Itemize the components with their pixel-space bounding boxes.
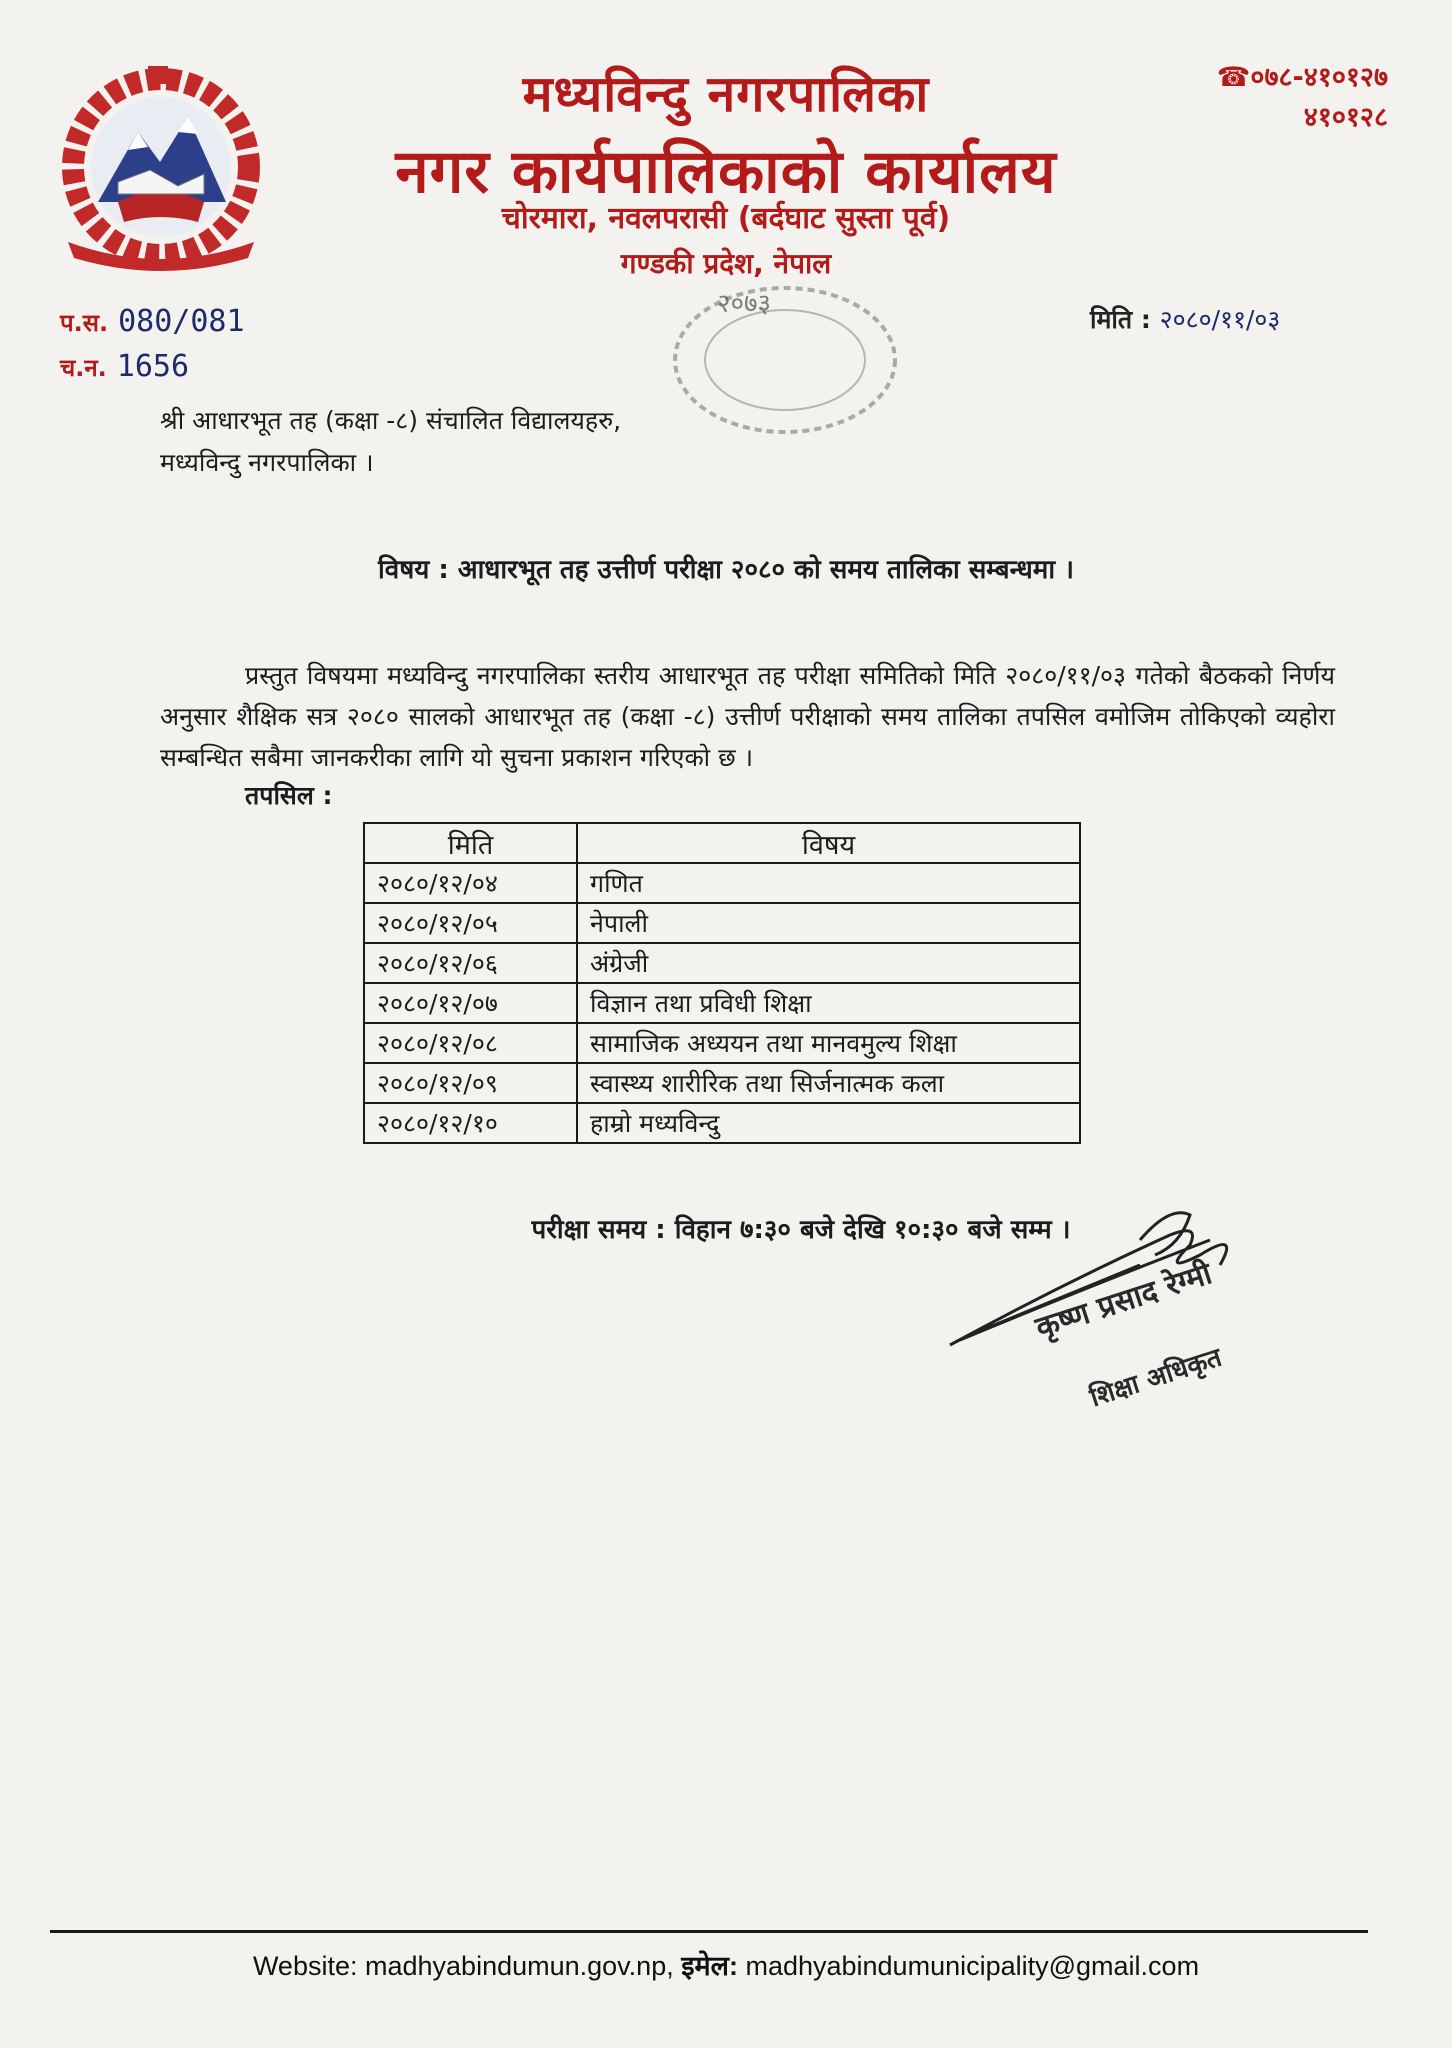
addressee-line-1: श्री आधारभूत तह (कक्षा -८) संचालित विद्यालयहरु, bbox=[160, 406, 622, 435]
cn-label: च.न. bbox=[60, 354, 107, 382]
row-date: २०८०/१२/०७ bbox=[364, 983, 577, 1023]
ps-value: 080/081 bbox=[118, 304, 245, 339]
table-header-row bbox=[364, 823, 1080, 863]
signatory-name: कृष्ण प्रसाद रेग्मी bbox=[1031, 1256, 1217, 1347]
addressee-line-2: मध्यविन्दु नगरपालिका । bbox=[160, 448, 374, 477]
row-subject: विज्ञान तथा प्रविधी शिक्षा bbox=[577, 983, 1080, 1023]
addressee bbox=[160, 400, 621, 484]
letter-date bbox=[1090, 302, 1280, 336]
table-row bbox=[364, 903, 1080, 943]
footer-divider bbox=[50, 1930, 1368, 1933]
row-subject: हाम्रो मध्यविन्दु bbox=[577, 1103, 1080, 1143]
table-row bbox=[364, 1063, 1080, 1103]
stamp-year: २०७३ bbox=[717, 289, 772, 319]
row-date: २०८०/१२/०९ bbox=[364, 1063, 577, 1103]
tapsil-label: तपसिल : bbox=[245, 781, 333, 810]
row-subject: नेपाली bbox=[577, 903, 1080, 943]
email-link[interactable]: madhyabindumunicipality@gmail.com bbox=[745, 1951, 1200, 1981]
province: गण्डकी प्रदेश, नेपाल bbox=[620, 247, 832, 280]
website-link[interactable]: madhyabindumun.gov.np, bbox=[365, 1951, 674, 1981]
phone-numbers bbox=[1148, 58, 1388, 138]
column-header-subject: विषय bbox=[577, 823, 1080, 863]
body-paragraph: प्रस्तुत विषयमा मध्यविन्दु नगरपालिका स्तरीय आधारभूत तह परीक्षा समितिको मिति २०८०/११/०३ गतेको बैठकको निर्णय अनुसार शैक्षिक सत्र २०८० सालको आधारभूत तह (कक्षा -८) उत्तीर्ण परीक्षाको समय तालिका तपसिल वमोजिम तोकिएको व्यहोरा सम्बन्धित सबैमा जानकरीका लागि यो सुचना प्रकाशन गरिएको छ । bbox=[160, 661, 1335, 772]
signatory-title: शिक्षा अधिकृत bbox=[1086, 1342, 1226, 1414]
table-row bbox=[364, 943, 1080, 983]
office-name: नगर कार्यपालिकाको कार्यालय bbox=[395, 137, 1057, 207]
row-subject: गणित bbox=[577, 863, 1080, 903]
table-row bbox=[364, 1103, 1080, 1143]
office-address: चोरमारा, नवलपरासी (बर्दघाट सुस्ता पूर्व) bbox=[501, 201, 951, 236]
date-label: मिति : bbox=[1090, 305, 1151, 334]
row-subject: स्वास्थ्य शारीरिक तथा सिर्जनात्मक कला bbox=[577, 1063, 1080, 1103]
footer bbox=[0, 1946, 1452, 1983]
phone-primary: ☎०७८-४१०१२७ bbox=[1216, 62, 1388, 93]
row-date: २०८०/१२/०८ bbox=[364, 1023, 577, 1063]
cn-value: 1656 bbox=[116, 349, 190, 384]
table-row bbox=[364, 863, 1080, 903]
email-label: इमेल: bbox=[681, 1951, 738, 1981]
municipality-name: मध्यविन्दु नगरपालिका bbox=[522, 65, 930, 123]
exam-time: परीक्षा समय : विहान ७:३० बजे देखि १०:३० बजे सम्म । bbox=[531, 1215, 1071, 1245]
website-label: Website: bbox=[252, 1951, 358, 1981]
row-subject: अंग्रेजी bbox=[577, 943, 1080, 983]
phone-secondary: ४१०१२८ bbox=[1303, 102, 1388, 133]
row-date: २०८०/१२/०६ bbox=[364, 943, 577, 983]
row-date: २०८०/१२/०४ bbox=[364, 863, 577, 903]
row-date: २०८०/१२/१० bbox=[364, 1103, 577, 1143]
subject-line: विषय : आधारभूत तह उत्तीर्ण परीक्षा २०८० को समय तालिका सम्बन्धमा । bbox=[378, 555, 1074, 585]
row-subject: सामाजिक अध्ययन तथा मानवमुल्य शिक्षा bbox=[577, 1023, 1080, 1063]
row-date: २०८०/१२/०५ bbox=[364, 903, 577, 943]
reference-block bbox=[60, 300, 245, 390]
date-value: २०८०/११/०३ bbox=[1159, 305, 1281, 334]
ps-label: प.स. bbox=[60, 309, 109, 337]
table-row bbox=[364, 1023, 1080, 1063]
table-row bbox=[364, 983, 1080, 1023]
exam-schedule-table bbox=[363, 822, 1081, 1144]
office-stamp bbox=[655, 278, 915, 443]
column-header-date: मिति bbox=[364, 823, 577, 863]
